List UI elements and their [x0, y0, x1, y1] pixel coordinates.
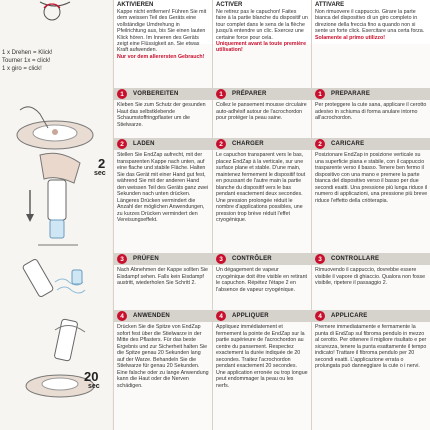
activation-title: ATTIVARE	[315, 2, 345, 8]
step-number: 3	[315, 254, 325, 264]
step-title: PREPARARE	[331, 91, 371, 97]
step-title: CONTROLLARE	[331, 256, 380, 262]
step-number: 3	[216, 254, 226, 264]
step-apply	[312, 310, 430, 370]
column-french	[212, 0, 311, 430]
step-check	[213, 253, 311, 293]
activation-text: Non rimuovere il cappuccio. Girare la parte bianca del dispositivo di un giro completo in direzione della freccia fino a quando non si sente un forte click. Esercitare una certa forza.	[315, 9, 425, 35]
step-title: PRÉPARER	[232, 91, 267, 97]
step-number: 4	[216, 311, 226, 321]
plaster-illustration	[17, 107, 93, 149]
step-number: 1	[216, 89, 226, 99]
activation-text: Ne retirez pas le capuchon! Faites faire à la partie blanche du dispositif un tour complet dans le sens de la flèche jusqu'à entendre un clic. Exercez une certaine force pour cela.	[216, 9, 308, 41]
step-apply	[213, 310, 311, 389]
step-load	[213, 138, 311, 224]
twist-instruction-it: 1 x giro = click!	[2, 66, 42, 72]
step-title: CONTRÔLER	[232, 256, 272, 262]
activation-header	[213, 0, 311, 54]
press-device-illustration	[26, 153, 80, 245]
step-body: Premere immediatamente e fermamente la punta di EndZap sul fibroma pendulo in mezzo al cerotto. Per ottenere il migliore risultato e per sicurezza, tenere la punta esattamente il tempo indicato! Trattare il fibroma pendulo per 20 secondi esatti. L'applicazione errata o prolungata può danneggiare la cute o i nervi.	[315, 324, 427, 369]
step-apply	[114, 310, 212, 389]
step-number: 2	[216, 139, 226, 149]
activation-warning: Solamente al primo utilizzo!	[315, 34, 386, 41]
step-body: Collez le pansement mousse circulaire auto-adhésif autour de l'acrochordon pour protéger la peau saine.	[216, 102, 307, 121]
step-body: Kleben Sie zum Schutz der gesunden Haut das selbstklebende Schaumstoffringpflaster um die Stielwarze.	[117, 102, 206, 128]
step-number: 1	[315, 89, 325, 99]
column-german	[113, 0, 212, 430]
step-title: APPLIQUER	[232, 313, 269, 319]
step-prepare	[213, 88, 311, 122]
step-body: Posizionare EndZap in posizione verticale su una superficie piana e stabile, con il cappuccio trasparente verso il basso. Tenere ben fermo il dispositivo con una mano e premere la parte bianca del dispositivo verso il basso per due secondi esatti. Una pressione più lunga riduce il numero di applicazioni, una pressione più breve riduce l'effetto della criòterapia.	[315, 152, 428, 204]
step-check	[312, 253, 430, 287]
timer-20-value: 20	[84, 369, 99, 384]
step-title: ANWENDEN	[133, 313, 170, 319]
step-check	[114, 253, 212, 287]
step-number: 4	[117, 311, 127, 321]
step-prepare	[312, 88, 430, 122]
step-number: 3	[117, 254, 127, 264]
twist-hand-illustration	[40, 2, 70, 20]
step-body: Per proteggere la cute sana, applicare il cerotto adesivo in schiuma di forma anulare intorno all'acrochordon.	[315, 102, 427, 121]
step-number: 2	[117, 139, 127, 149]
step-number: 1	[117, 89, 127, 99]
vapour-illustration	[22, 258, 85, 297]
step-body: Le capuchon transparent vers le bas, placez EndZap à la verticale, sur une surface plane et stable. D'une main, maintenez fermement le dispositif tout en poussant de l'autre main la partie blanche du dispositif vers le bas pendant exactement deux secondes. Une pression prolongée réduit le nombre d'applications possibles, une pression trop brève réduit l'effet cryogénique.	[216, 152, 306, 223]
step-body: Nach Abnehmen der Kappe sollten Sie Eisdampf sehen. Falls kein Eisdampf austritt, wiederholen Sie Schritt 2.	[117, 267, 208, 286]
activation-header	[312, 0, 430, 44]
step-load	[312, 138, 430, 204]
step-body: Appliquez immédiatement et fermement la pointe de EndZap sur la partie supérieure de l'acrochordon au centre du pansement. Respectez exactement la durée indiquée de 20 secondes. Traitez l'acrochordon pendant exactement 20 secondes. Une application erronée ou trop longue peut endommager la peau ou les nerfs.	[216, 324, 308, 389]
activation-header	[114, 0, 212, 60]
twist-instruction-de: 1 x Drehen = Klick!	[2, 50, 53, 56]
activation-title: ACTIVER	[216, 2, 243, 8]
step-title: CHARGER	[232, 141, 264, 147]
step-load	[114, 138, 212, 224]
step-number: 2	[315, 139, 325, 149]
step-title: PRÜFEN	[133, 256, 159, 262]
activation-warning: Uniquement avant la toute première utilisation!	[216, 41, 307, 54]
step-title: LADEN	[133, 141, 155, 147]
step-body: Un dégagement de vapeur cryogénique doit être visible en retirant le capuchon. Répétez l'étape 2 en l'absence de vapeur cryogénique.	[216, 267, 307, 293]
step-title: APPLICARE	[331, 313, 368, 319]
step-number: 4	[315, 311, 325, 321]
activation-text: Kappe nicht entfernen! Führen Sie mit dem weissen Teil des Geräts eine vollständige Umdrehung in Pfeilrichtung aus, bis Sie einen lauten Klick hören. Im Inneren des Geräts zeigt eine Flüssigkeit an. Sie etwas Kraft aufwenden.	[117, 9, 207, 54]
timer-20-unit: sec	[88, 383, 100, 390]
step-title: CARICARE	[331, 141, 365, 147]
step-body: Drücken Sie die Spitze von EndZap sofort fest über die Stielwarze in der Mitte des Pflasters. Für das beste Ergebnis und zur Sicherheit halten Sie die Spitze genau 20 Sekunden lang auf der Warze. Behandeln Sie die Stielwarze für genau 20 Sekunden. Eine falsche oder zu lange Anwendung kann die Haut oder die Nerven schädigen.	[117, 324, 209, 389]
twist-instruction-fr: Tourner 1x = click!	[2, 58, 51, 64]
illustration-column	[0, 0, 112, 430]
column-italian	[311, 0, 430, 430]
activation-title: AKTIVIEREN	[117, 2, 154, 8]
step-body: Stellen Sie EndZap aufrecht, mit der transparenten Kappe nach unten, auf eine flache und stabile Fläche. Halten Sie das Gerät mit einer Hand gut fest, während Sie mit der anderen Hand den weissen Teil des Geräts ganz zwei Sekunden nach unten drücken. Längeres Drücken vermindert die Anzahl der möglichen Anwendungen, zu kurzes Drücken vermindert den Vereisungseffekt.	[117, 152, 209, 223]
activation-warning: Nur vor dem allerersten Gebrauch!	[117, 53, 205, 60]
step-title: VORBEREITEN	[133, 91, 179, 97]
timer-2-unit: sec	[94, 170, 106, 177]
apply-illustration	[26, 319, 94, 397]
step-prepare	[114, 88, 212, 128]
timer-2-value: 2	[98, 156, 106, 171]
step-body: Rimuovendo il cappuccio, dovrebbe essere visibile il vapore di ghiaccio. Qualora non fosse visibile, ripetere il passaggio 2.	[315, 267, 426, 286]
